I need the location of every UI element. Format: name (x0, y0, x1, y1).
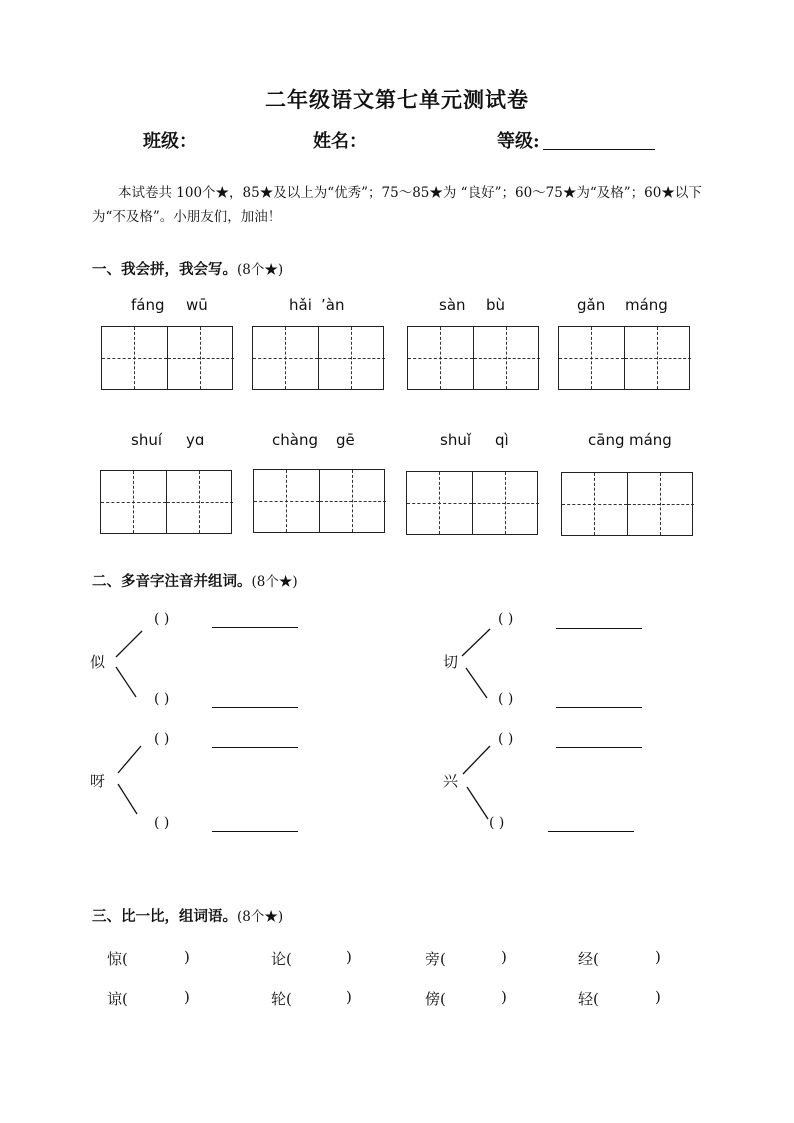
compare-close: ) (501, 948, 507, 966)
pinyin-paren[interactable]: ( ) (154, 691, 170, 707)
pinyin-paren[interactable]: ( ) (498, 691, 514, 707)
pinyin-7a: shuǐ (440, 431, 471, 449)
compare-char: 轮( (271, 990, 292, 1008)
section-3-note: (8个★) (237, 909, 284, 925)
pinyin-paren[interactable]: ( ) (154, 815, 170, 831)
pinyin-6a: chàng (272, 431, 318, 449)
pinyin-5b: yɑ (186, 431, 205, 449)
section-1-heading: 一、我会拼，我会写。 (92, 261, 237, 278)
polyphone-char-3: 呀 (90, 772, 106, 790)
word-blank[interactable] (212, 707, 298, 708)
pinyin-8a: cāng (588, 431, 625, 449)
word-blank[interactable] (548, 831, 634, 832)
grade-label: 等级: (497, 131, 540, 152)
compare-char: 轻( (578, 990, 599, 1008)
word-blank[interactable] (212, 831, 298, 832)
compare-close: ) (346, 948, 352, 966)
pinyin-6b: gē (336, 431, 355, 449)
pinyin-2a: hǎi (289, 296, 312, 314)
pinyin-3a: sàn (439, 296, 466, 314)
pinyin-paren[interactable]: ( ) (154, 611, 170, 627)
pinyin-4a: gǎn (577, 296, 606, 314)
pinyin-1a: fáng (131, 296, 165, 314)
compare-char: 旁( (425, 950, 446, 968)
name-label: 姓名： (313, 131, 367, 152)
polyphone-char-2: 切 (443, 653, 459, 671)
page-title: 二年级语文第七单元测试卷 (265, 87, 529, 112)
class-label: 班级： (143, 131, 197, 152)
pinyin-4b: máng (625, 296, 668, 314)
compare-close: ) (346, 988, 352, 1006)
compare-close: ) (501, 988, 507, 1006)
pinyin-paren[interactable]: ( ) (498, 731, 514, 747)
pinyin-5a: shuí (131, 431, 162, 449)
section-3-heading: 三、比一比，组词语。 (92, 908, 237, 925)
word-blank[interactable] (556, 707, 642, 708)
compare-char: 惊( (107, 950, 128, 968)
section-2-heading: 二、多音字注音并组词。 (92, 573, 252, 590)
intro-paragraph: 本试卷共 100个★，85★及以上为“优秀”；75～85★为 “良好”；60～75★为“及格”；60★以下为“不及格”。小朋友们，加油！ (92, 185, 702, 225)
word-blank[interactable] (556, 747, 642, 748)
compare-char: 谅( (107, 990, 128, 1008)
compare-close: ) (184, 948, 190, 966)
compare-close: ) (655, 988, 661, 1006)
pinyin-paren[interactable]: ( ) (489, 815, 505, 831)
section-2-note: (8个★) (251, 574, 298, 590)
word-blank[interactable] (212, 747, 298, 748)
compare-close: ) (655, 948, 661, 966)
pinyin-paren[interactable]: ( ) (498, 611, 514, 627)
word-blank[interactable] (556, 628, 642, 629)
section-1-note: (8个★) (237, 262, 284, 278)
word-blank[interactable] (212, 627, 298, 628)
compare-char: 论( (271, 950, 292, 968)
compare-char: 傍( (425, 990, 446, 1008)
compare-char: 经( (578, 950, 599, 968)
pinyin-7b: qì (495, 431, 509, 449)
section-3-title (92, 905, 283, 926)
polyphone-char-4: 兴 (443, 772, 459, 790)
polyphone-char-1: 似 (90, 653, 106, 671)
pinyin-1b: wū (186, 296, 208, 314)
pinyin-8b: máng (629, 431, 672, 449)
pinyin-paren[interactable]: ( ) (154, 731, 170, 747)
pinyin-3b: bù (486, 296, 506, 314)
pinyin-2b: ’àn (321, 296, 345, 314)
compare-close: ) (184, 988, 190, 1006)
